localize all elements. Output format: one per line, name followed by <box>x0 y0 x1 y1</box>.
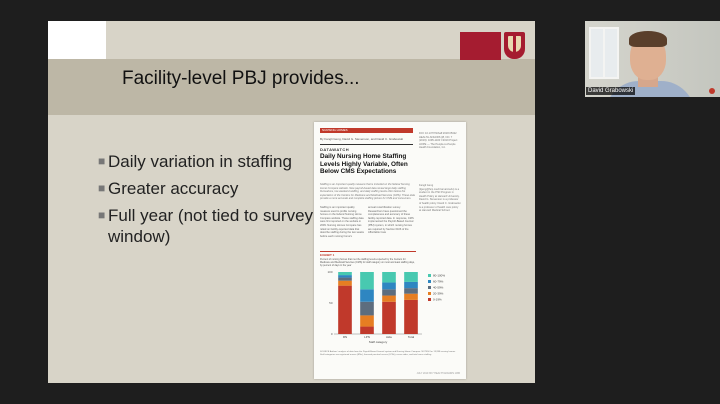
article-body-column-1: Staffing is an important quality measure used to profile nursing homes on the federal Nursing Home Compare website. These staffing data were first reported on the website in 2009. Nursing Homes Compare has relied on facility-reported data that describe staffing during the two weeks before each nursing home's <box>320 206 364 238</box>
harvard-medical-school-logo <box>460 32 501 60</box>
chart-legend-label: 20-39% <box>433 291 444 296</box>
stacked-bar-chart <box>320 268 465 348</box>
chart-category-label: Aide <box>385 335 393 339</box>
chart-bar-segment <box>338 286 352 334</box>
article-footer: JULY 2019 38:7 HEALTH AFFAIRS 1095 <box>416 372 460 375</box>
chart-bar-segment <box>404 294 418 300</box>
article-authors: By Fangli Geng, David G. Stevenson, and David C. Grabowski <box>320 137 404 141</box>
chart-legend-swatch <box>428 274 431 277</box>
chart-legend-swatch <box>428 286 431 289</box>
article-abstract: Staffing is an important quality measure that is included on the federal Nursing Home Compare website. New payroll-based data reveal large daily staffing fluctuations, low weekend staffing, and daily staffing levels often below the expectation of the Centers for Medicare and Medicaid Services (CMS). These data provide a more accurate and complete staffing picture for CMS and consumers. <box>320 183 415 201</box>
article-kicker: DATAWATCH <box>320 147 350 152</box>
chart-bar-segment <box>382 296 396 302</box>
bullet-item <box>98 151 318 172</box>
chart-bar-segment <box>360 289 374 301</box>
chart-bar-segment <box>404 288 418 294</box>
slide-corner-block <box>48 21 106 59</box>
chart-y-tick-label: 100 <box>327 270 333 274</box>
video-window <box>589 27 619 79</box>
chart-legend-label: 60-79% <box>433 279 444 284</box>
article-body-column-2: annual recertification survey. Researchers have questioned the completeness and accuracy of these facility-reported data. In response, CMS implemented the Payroll-Based Journal (PBJ) system, in which nursing homes are required by Section 6106 of the Affordable Care <box>368 206 414 235</box>
article-rule <box>320 144 413 145</box>
exhibit-caption: Percent of nursing homes that met the staffing levels expected by the Centers for Medicare and Medicaid Services (CMS) for staff category on most and least staffing days, by percent of days in the year <box>320 258 415 268</box>
chart-bar-segment <box>382 289 396 295</box>
chart-bar-segment <box>338 272 352 275</box>
article-section-bar: NURSING HOMES <box>320 128 413 133</box>
chart-bar-segment <box>404 282 418 288</box>
chart-bar-segment <box>404 300 418 334</box>
bullet-square-icon: ■ <box>98 181 106 195</box>
video-person-hair <box>629 31 667 47</box>
chart-y-tick-label: 50 <box>329 301 333 305</box>
chart-bar-segment <box>382 302 396 334</box>
exhibit-label: EXHIBIT 1 <box>320 253 335 257</box>
harvard-shield-icon <box>504 32 525 59</box>
bullet-list <box>98 151 318 253</box>
presentation-slide <box>48 21 535 383</box>
chart-legend-swatch <box>428 292 431 295</box>
chart-bar-segment <box>338 281 352 286</box>
chart-legend-label: 40-59% <box>433 285 444 290</box>
bullet-text: Daily variation in staffing <box>108 152 292 171</box>
participant-name-label: David Grabowski <box>588 88 634 94</box>
article-title: Daily Nursing Home Staffing Levels Highly Variable, Often Below CMS Expectations <box>320 153 408 175</box>
chart-bar-segment <box>338 275 352 277</box>
chart-category-label: Total <box>407 335 415 339</box>
chart-legend-label: 0-19% <box>433 297 442 302</box>
chart-y-tick-label: 0 <box>330 332 333 336</box>
chart-x-axis-label: Staff category <box>368 340 388 344</box>
article-sidebar-doi: DOI: 10.1377/hlthaff.2018.05322 HEALTH AFFAIRS 38, NO. 7 (2019): 1095-1100 ©2019 Project HOPE — The People-to-People Health Foundation, Inc. <box>419 132 458 150</box>
chart-legend-swatch <box>428 298 431 301</box>
chart-legend-swatch <box>428 280 431 283</box>
exhibit-rule <box>320 251 416 252</box>
journal-article-page <box>314 122 466 379</box>
bullet-text: Greater accuracy <box>108 179 239 198</box>
chart-bar-segment <box>360 302 374 316</box>
slide-title: Facility-level PBJ provides... <box>122 68 360 89</box>
chart-category-label: LPN <box>364 335 370 339</box>
bullet-square-icon: ■ <box>98 208 106 222</box>
chart-bar-segment <box>382 272 396 283</box>
chart-bar-segment <box>404 272 418 282</box>
article-sidebar-authors: Fangli Geng (fgeng@hcp.med.harvard.edu) is a student in the PhD Program in Health Policy at Harvard University. David G. Stevenson is a professor of health policy. David C. Grabowski is a professor of health care policy at Harvard Medical School. <box>419 184 461 213</box>
chart-bar-segment <box>360 315 374 326</box>
bullet-item <box>98 205 318 247</box>
bullet-square-icon: ■ <box>98 154 106 168</box>
exhibit-notes: SOURCE Authors' analysis of data from the Payroll-Based Journal system and Nursing Home Compare. NOTES For 13,998 nursing homes. Staff categories are registered nurses (RNs), licensed practical nurses (LPNs), nurse aides, and total nurse staffing. <box>320 351 456 356</box>
participant-video-tile[interactable] <box>585 21 720 97</box>
chart-bar-segment <box>382 283 396 290</box>
mic-status-icon <box>709 88 715 94</box>
chart-category-label: RN <box>342 335 348 339</box>
chart-bar-segment <box>338 278 352 281</box>
bullet-text: Full year (not tied to survey window) <box>108 206 314 246</box>
chart-bar-segment <box>360 272 374 289</box>
chart-legend-label: 80-100% <box>433 273 446 278</box>
chart-bar-segment <box>360 327 374 334</box>
bullet-item <box>98 178 318 199</box>
